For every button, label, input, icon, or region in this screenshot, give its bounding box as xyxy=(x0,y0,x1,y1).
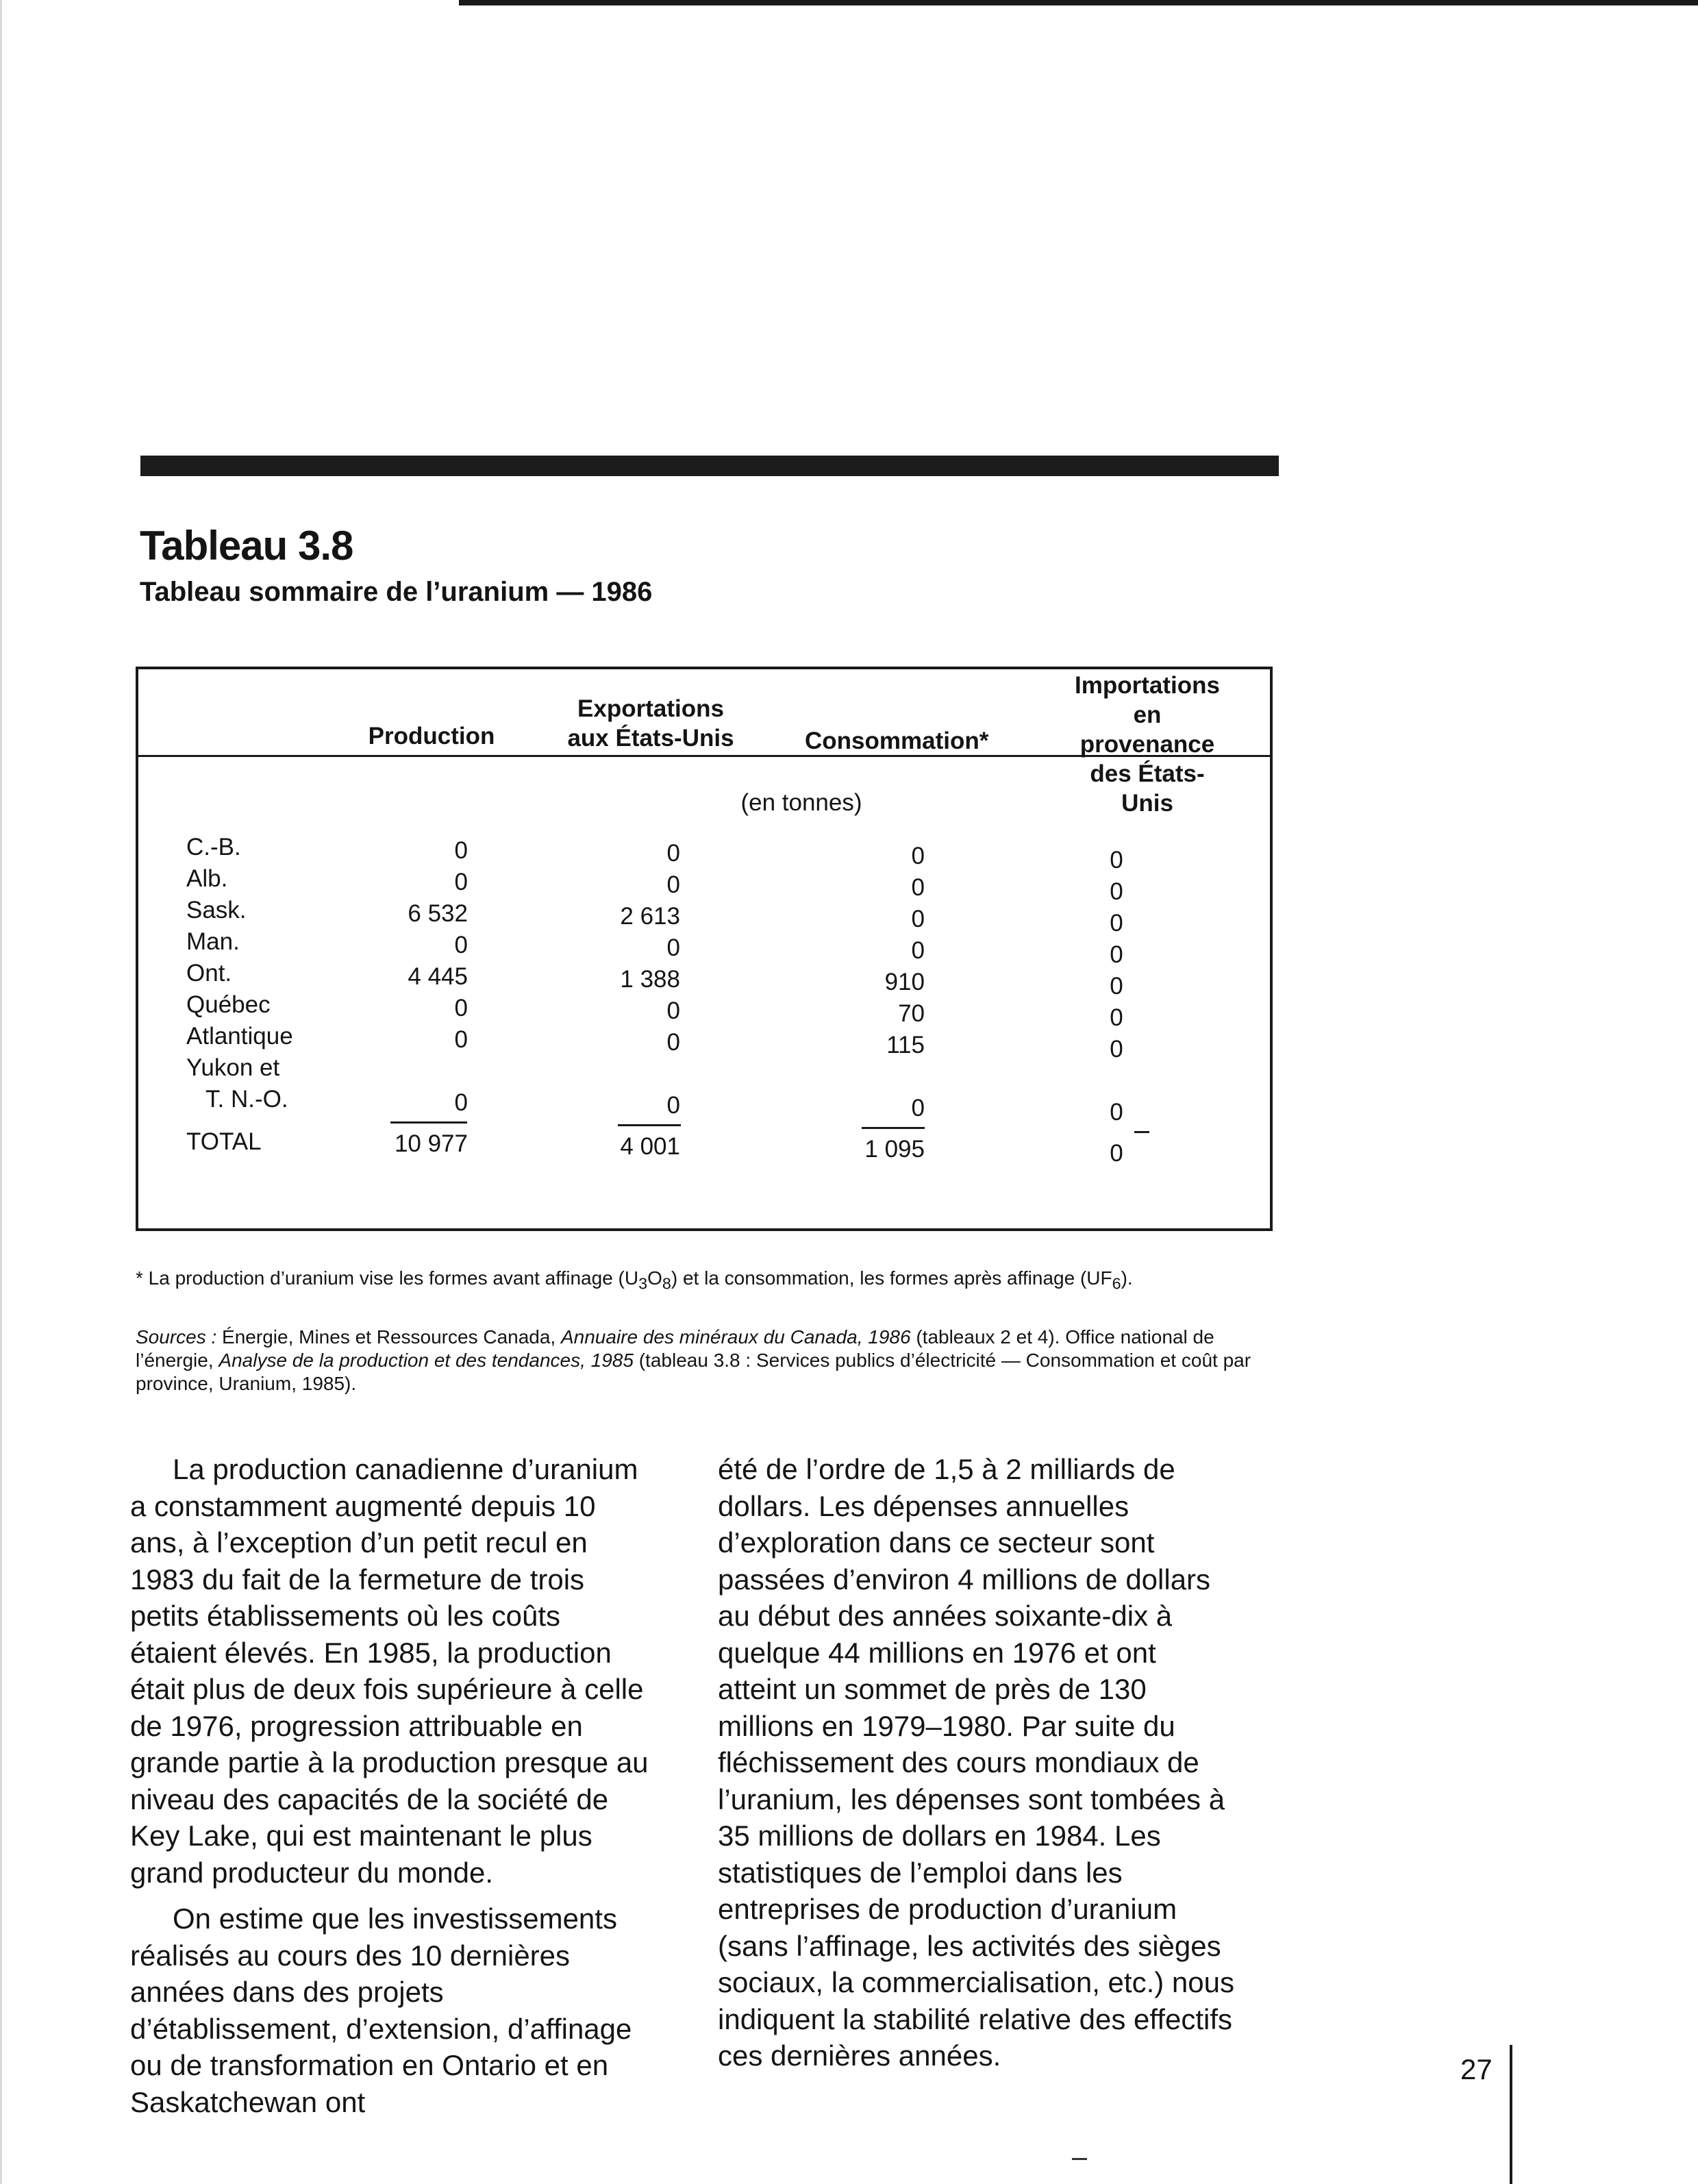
cell-production: 0 xyxy=(454,869,468,895)
cell-exports: 2 613 xyxy=(620,903,680,930)
header-consumption: Consommation* xyxy=(805,728,989,754)
paragraph: La production canadienne d’uranium a constamment augmenté depuis 10 ans, à l’exception d’un petit recul en 1983 du fait de la fermeture de trois petits établissements où les coûts étaient élevés. En 1985, la production était plus de deux fois supérieure à celle de 1976, progression attribuable en grande partie à la production presque au niveau des capacités de la société de Key Lake, qui est maintenant le plus grand producteur du monde. xyxy=(130,1453,649,1889)
page-margin-bar xyxy=(1510,2045,1512,2184)
cell-production: 6 532 xyxy=(408,900,468,927)
sum-rule xyxy=(390,1121,467,1124)
body-column-right xyxy=(718,1451,1238,2084)
cell-production: 0 xyxy=(454,995,468,1021)
cell-production: 0 xyxy=(454,837,468,864)
cell-production: 0 xyxy=(454,1026,468,1053)
paragraph: On estime que les investissements réalisés au cours des 10 dernières années dans des projets d’établissement, d’extension, d’affinage ou de transformation en Ontario et en Saskatchewan ont xyxy=(130,1902,632,2118)
cell-consumption: 910 xyxy=(884,969,925,995)
section-divider-bar xyxy=(140,456,1279,476)
cell-exports: 0 xyxy=(666,871,680,898)
header-imports: Importations en provenance des États-Unis xyxy=(1075,672,1220,817)
cell-imports: 0 xyxy=(1110,1036,1123,1063)
sum-rule xyxy=(1134,1131,1149,1133)
row-label: Sask. xyxy=(186,897,247,923)
cell-consumption: 115 xyxy=(886,1032,925,1058)
cell-imports: 0 xyxy=(1110,973,1123,1000)
cell-imports: 0 xyxy=(1110,941,1123,968)
row-label: Man. xyxy=(186,928,240,955)
sum-rule xyxy=(618,1124,681,1126)
cell-consumption: 0 xyxy=(911,937,925,964)
cell-exports: 1 388 xyxy=(620,966,680,993)
top-rule xyxy=(459,0,1698,5)
cell-imports: 0 xyxy=(1110,910,1123,936)
sum-rule xyxy=(862,1127,925,1129)
row-label-line1: Yukon et xyxy=(186,1054,280,1081)
cell-exports: 0 xyxy=(666,997,680,1024)
cell-exports: 0 xyxy=(666,1092,680,1119)
header-exports: Exportations aux États-Unis xyxy=(567,695,734,752)
total-label: TOTAL xyxy=(186,1128,262,1155)
row-label: T. N.-O. xyxy=(205,1086,288,1113)
cell-imports: 0 xyxy=(1110,878,1123,905)
row-label: Québec xyxy=(186,991,271,1018)
table-sources: Sources : Énergie, Mines et Ressources Canada, Annuaire des minéraux du Canada, 1986 (tableaux 2 et 4). Office national de l’énergie, Analyse de la production et des tendances, 1985 (tableau 3.8 : Services publics d’électricité — Consommation et coût par province, Uranium, 1985). xyxy=(136,1326,1251,1394)
total-exports: 4 001 xyxy=(620,1133,680,1160)
cell-production: 0 xyxy=(454,932,468,958)
body-column-left xyxy=(130,1451,651,2130)
cell-imports: 0 xyxy=(1110,847,1123,873)
row-label: C.-B. xyxy=(186,834,241,860)
cell-production: 4 445 xyxy=(408,963,468,990)
table-title: Tableau 3.8 xyxy=(140,523,353,569)
scan-mark xyxy=(1072,2158,1087,2160)
paragraph: été de l’ordre de 1,5 à 2 milliards de dollars. Les dépenses annuelles d’exploration dans ce secteur sont passées d’environ 4 millions de dollars au début des années soixante-dix à quelque 44 millions en 1976 et ont atteint un sommet de près de 130 millions en 1979–1980. Par suite du fléchissement des cours mondiaux de l’uranium, les dépenses sont tombées à 35 millions de dollars en 1984. Les statistiques de l’emploi dans les entreprises de production d’uranium (sans l’affinage, les activités des sièges sociaux, la commercialisation, etc.) nous indiquent la stabilité relative des effectifs ces dernières années. xyxy=(718,1453,1234,2072)
total-imports: 0 xyxy=(1110,1140,1123,1167)
cell-consumption: 0 xyxy=(911,843,925,869)
unit-label: (en tonnes) xyxy=(740,789,862,816)
cell-exports: 0 xyxy=(666,934,680,961)
row-label: Alb. xyxy=(186,865,228,892)
cell-imports: 0 xyxy=(1110,1004,1123,1031)
cell-imports: 0 xyxy=(1110,1099,1123,1126)
cell-consumption: 70 xyxy=(898,1000,925,1027)
cell-consumption: 0 xyxy=(911,874,925,901)
cell-consumption: 0 xyxy=(911,906,925,932)
scan-edge xyxy=(0,0,2,2184)
cell-consumption: 0 xyxy=(911,1095,925,1121)
cell-exports: 0 xyxy=(666,1029,680,1056)
total-production: 10 977 xyxy=(394,1130,468,1157)
cell-production: 0 xyxy=(454,1089,468,1116)
page-number: 27 xyxy=(1460,2053,1493,2085)
header-production: Production xyxy=(368,723,495,749)
table-subtitle: Tableau sommaire de l’uranium — 1986 xyxy=(140,577,653,607)
row-label: Atlantique xyxy=(186,1023,293,1050)
table-footnote: * La production d’uranium vise les formes avant affinage $(U_3O_8)$ et la consommation, les formes après affinage $(UF_6)$. xyxy=(136,1267,1133,1293)
cell-exports: 0 xyxy=(666,840,680,867)
row-label: Ont. xyxy=(186,960,232,986)
total-consumption: 1 095 xyxy=(864,1136,925,1163)
